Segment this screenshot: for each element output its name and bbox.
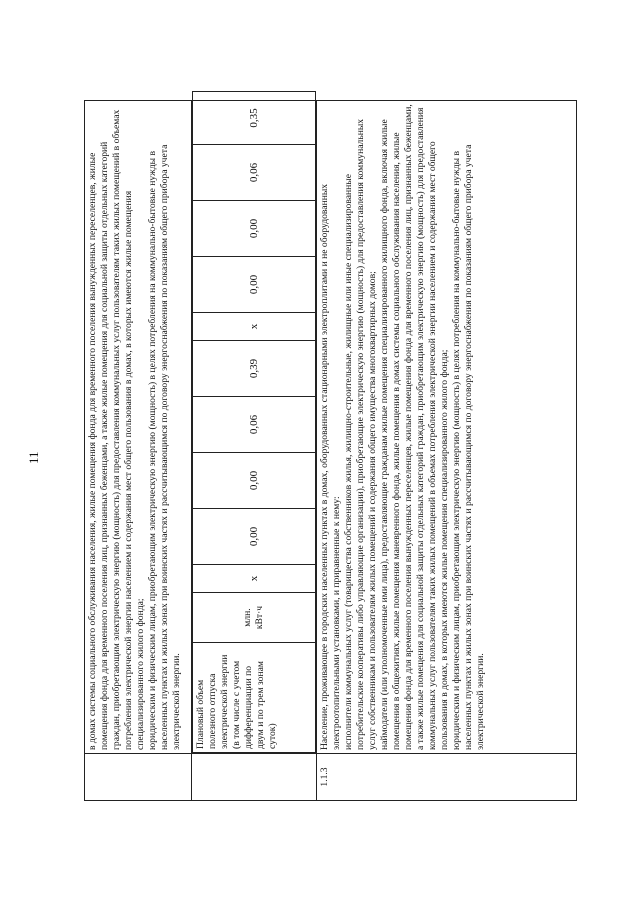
value-cell: х bbox=[193, 565, 316, 593]
table-row bbox=[192, 101, 317, 801]
value-cell: 0,00 bbox=[193, 509, 316, 565]
value-cell: 0,06 bbox=[193, 145, 316, 201]
row-text bbox=[85, 101, 192, 754]
value-cell: 0,00 bbox=[193, 257, 316, 313]
table-row bbox=[85, 101, 192, 801]
value-cell: 0,06 bbox=[193, 397, 316, 453]
table-row bbox=[317, 101, 577, 801]
row-number bbox=[85, 754, 192, 801]
value-cell: х bbox=[193, 313, 316, 341]
page-number: 11 bbox=[26, 451, 41, 464]
paragraph: в домах системы социального обслуживания населения, жилые помещения фонда для временного поселения вынужденных переселенцев, жилые помещения фонда для временного поселения лиц, признанных беженцами, а также жилые помещения для социальной защиты отдельных категорий граждан, приобретающим электрическую энергию (мощность) для предоставления коммунальных услуг пользователям таких жилых помещений в объемах потребления электрической энергии населением и содержания мест общего пользования в домах, в которых имеются жилые помещения специализированного жилого фонда; bbox=[87, 109, 146, 750]
row-text bbox=[317, 101, 577, 754]
tariff-table bbox=[84, 100, 577, 801]
row-number bbox=[192, 754, 317, 801]
paragraph: юридическим и физическим лицам, приобретающим электрическую энергию (мощность) в целях потребления на коммунально-бытовые нужды в населенных пунктах и жилых зонах при воинских частях и рассчитывающимся по договору энергоснабжения по показаниям общего прибора учета электрической энергии. bbox=[451, 144, 486, 750]
paragraph: наймодатели (или уполномоченные ими лица), предоставляющие гражданам жилые помещения специализированного жилищного фонда, включая жилые помещения в общежитиях, жилые помещения маневренного фонда, жилые помещения в домах системы социального обслуживания населения, жилые помещения фонда для временного поселения вынужденных переселенцев, жилые помещения фонда для временного поселения лиц, признанных беженцами, а также жилые помещения для социальной защиты отдельных категорий граждан, приобретающим электрическую энергию (мощность) для предоставления коммунальных услуг пользователям таких жилых помещений в объемах потребления электрической энергии населением и содержания мест общего пользования в домах, в которых имеются жилые помещения специализированного жилого фонда; bbox=[379, 104, 450, 750]
row-number: 1.1.3 bbox=[317, 754, 577, 801]
paragraph: исполнители коммунальных услуг (товарищества собственников жилья, жилищно-строительные, жилищные или иные специализированные потребительские кооперативы либо управляющие организации), приобретающие электрическую энергию (мощность) для предоставления коммунальных услуг собственникам и пользователям жилых помещений и содержания общего имущества многоквартирных домов; bbox=[343, 118, 378, 750]
paragraph: юридическим и физическим лицам, приобретающим электрическую энергию (мощность) в целях потребления на коммунально-бытовые нужды в населенных пунктах и жилых зонах при воинских частях и рассчитывающимся по договору энергоснабжения по показаниям общего прибора учета электрической энергии. bbox=[147, 144, 182, 750]
value-cell: 0,35 bbox=[193, 92, 316, 145]
unit-label: млн. кВт·ч bbox=[193, 593, 316, 643]
value-cell: 0,39 bbox=[193, 341, 316, 397]
volume-label: Плановый объем полезного отпуска электрической энергии (в том числе с учетом дифференциации по двум и по трем зонам суток) bbox=[193, 643, 316, 753]
volume-cell bbox=[192, 101, 317, 754]
paragraph: Население, проживающее в городских населенных пунктах в домах, оборудованных стационарными электроплитами и не оборудованных электроотопительными установками, и приравненные к нему: bbox=[319, 183, 342, 750]
value-cell: 0,00 bbox=[193, 201, 316, 257]
volume-subtable bbox=[192, 91, 316, 753]
value-cell: 0,00 bbox=[193, 453, 316, 509]
